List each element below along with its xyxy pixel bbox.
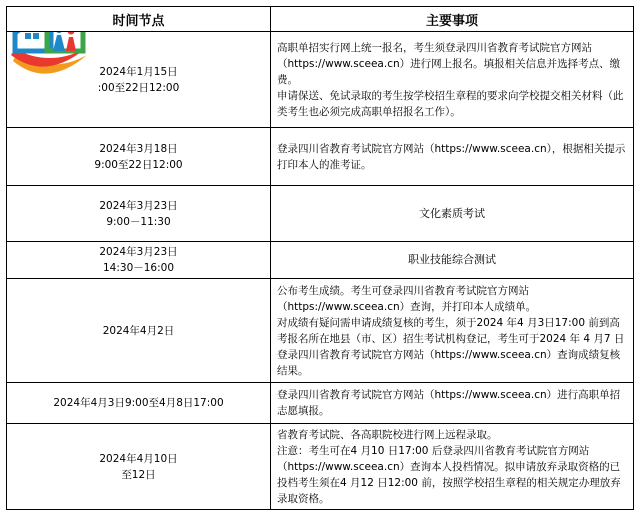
time-line: 2024年3月23日 [99,199,178,212]
time-line: 2024年1月15日 [99,65,178,78]
time-column-header: 时间节点 [7,7,271,32]
event-cell [271,242,634,279]
time-line: :00至22日12:00 [97,81,180,94]
table-row [7,383,634,424]
time-cell [7,242,271,279]
table-row [7,242,634,279]
event-text: 申请保送、免试录取的考生按学校招生章程的要求向学校提交相关材料（此类考生也必须完成高职单招报名工作）。 [277,89,624,118]
event-text: 文化素质考试 [419,206,485,220]
admission-schedule-table [6,6,634,510]
time-cell [7,32,271,128]
table-header-row [7,7,634,32]
event-text: 职业技能综合测试 [408,253,496,266]
event-cell [271,383,634,424]
event-text: 登录四川省教育考试院官方网站（https://www.sceea.cn），根据相关提示打印本人的准考证。 [277,142,626,171]
time-line: 2024年3月23日 [99,246,178,258]
event-cell [271,128,634,186]
event-text: 省教育考试院、各高职院校进行网上远程录取。 [277,428,498,441]
time-cell [7,128,271,186]
table-row [7,279,634,383]
event-text: 登录四川省教育考试院官方网站（https://www.sceea.cn）进行高职单招志愿填报。 [277,389,621,417]
table-row [7,32,634,128]
time-cell [7,279,271,383]
time-line: 14:30－16:00 [102,262,175,274]
time-line: 2024年4月2日 [102,324,175,337]
table-row [7,128,634,186]
time-line: 2024年3月18日 [99,142,178,155]
time-cell [7,424,271,510]
time-line: 9:00－11:30 [106,215,171,228]
event-cell [271,424,634,510]
time-line: 2024年4月3日9:00至4月8日17:00 [53,397,224,409]
event-cell [271,186,634,242]
event-text: 注意：考生可在4 月10 日17:00 后登录四川省教育考试院官方网站（https://www.sceea.cn）查询本人投档情况。拟申请放弃录取资格的已投档考生须在4 月12 日12:00 前，按照学校招生章程的相关规定办理放弃录取资格。 [277,444,621,505]
time-line: 2024年4月10日 [99,452,178,465]
event-cell [271,32,634,128]
time-cell [7,383,271,424]
table-row [7,424,634,510]
events-column-header: 主要事项 [271,7,634,32]
time-line: 至12日 [121,468,156,481]
time-cell [7,186,271,242]
event-cell [271,279,634,383]
event-text: 高职单招实行网上统一报名，考生须登录四川省教育考试院官方网站（https://www.sceea.cn）进行网上报名。填报相关信息并选择考点、缴费。 [277,41,621,86]
event-text: 对成绩有疑问需申请成绩复核的考生，须于2024 年4 月3日17:00 前到高考报名所在地县（市、区）招生考试机构登记，考生可于2024 年 4 月7 日登录四川省教育考试院官方网站（https://www.sceea.cn）查询成绩复核结果。 [277,316,625,377]
time-line: 9:00至22日12:00 [94,158,183,171]
table-row [7,186,634,242]
event-text: 公布考生成绩。考生可登录四川省教育考试院官方网站（https://www.sceea.cn）查询，并打印本人成绩单。 [277,284,537,313]
